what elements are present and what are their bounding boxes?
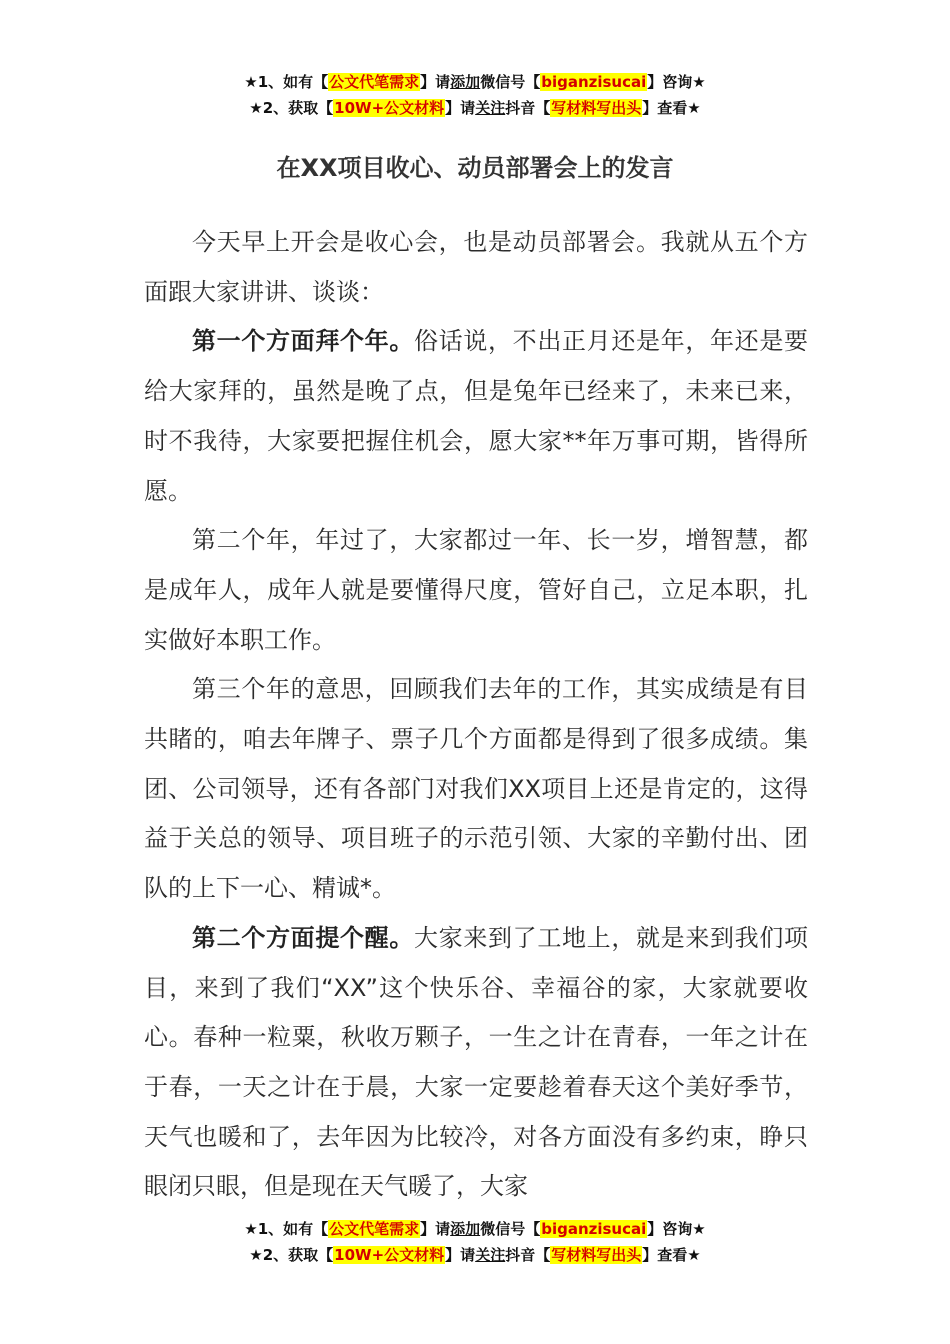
promo-text: 】请: [445, 1246, 476, 1264]
star-icon: ★: [692, 73, 706, 91]
promo-line-1: [0, 1216, 950, 1242]
paragraph-section-2: [144, 914, 808, 1212]
promo-text: 1、如有【: [257, 1220, 329, 1238]
wechat-id-highlight: biganzisucai: [541, 1220, 647, 1238]
promo-text: 微信号【: [480, 1220, 541, 1238]
promo-text: 2、获取【: [262, 1246, 334, 1264]
promo-text: 】请: [420, 1220, 451, 1238]
wechat-id-highlight: biganzisucai: [541, 73, 647, 91]
paragraph-text: 大家来到了工地上，就是来到我们项目，来到了我们“XX”这个快乐谷、幸福谷的家，大家就要收心。春种一粒粟，秋收万颗子，一生之计在青春，一年之计在于春，一天之计在于晨，大家一定要趁着春天这个美好季节，天气也暖和了，去年因为比较冷，对各方面没有多约束，睁只眼闭只眼，但是现在天气暖了，大家: [144, 923, 808, 1201]
promo-text: 】查看: [642, 99, 688, 117]
document-title: 在XX项目收心、动员部署会上的发言: [276, 154, 674, 182]
star-icon: ★: [687, 1246, 701, 1264]
star-icon: ★: [244, 1220, 258, 1238]
promo-highlight: 公文代笔需求: [329, 1220, 420, 1238]
paragraph-text: 第二个年，年过了，大家都过一年、长一岁，增智慧，都是成年人，成年人就是要懂得尺度，管好自己，立足本职，扎实做好本职工作。: [144, 526, 808, 654]
star-icon: ★: [687, 99, 701, 117]
promo-text: 1、如有【: [257, 73, 329, 91]
promo-underline: 添加: [450, 73, 481, 91]
paragraph-heading: 第二个方面提个醒。: [192, 923, 414, 952]
star-icon: ★: [249, 99, 263, 117]
paragraph-intro: [144, 218, 808, 317]
paragraph-second-year: [144, 516, 808, 665]
star-icon: ★: [249, 1246, 263, 1264]
promo-text: 抖音【: [505, 99, 551, 117]
promo-line-2: [0, 1242, 950, 1268]
promo-highlight: 公文代笔需求: [329, 73, 420, 91]
paragraph-text: 俗话说，不出正月还是年，年还是要给大家拜的，虽然是晚了点，但是兔年已经来了，未来已来，时不我待，大家要把握住机会，愿大家**年万事可期，皆得所愿。: [144, 327, 808, 505]
promo-underline: 关注: [475, 1246, 506, 1264]
paragraph-text: 第三个年的意思，回顾我们去年的工作，其实成绩是有目共睹的，咱去年牌子、票子几个方面都是得到了很多成绩。集团、公司领导，还有各部门对我们XX项目上还是肯定的，这得益于关总的领导、项目班子的示范引领、大家的辛勤付出、团队的上下一心、精诚*。: [144, 675, 808, 903]
promo-text: 】咨询: [647, 1220, 693, 1238]
promo-text: 】请: [420, 73, 451, 91]
paragraph-heading: 第一个方面拜个年。: [192, 327, 414, 356]
promo-line-2: [0, 95, 950, 121]
top-promo-banner: [0, 69, 950, 121]
bottom-promo-banner: [0, 1216, 950, 1268]
paragraph-text: 今天早上开会是收心会，也是动员部署会。我就从五个方面跟大家讲讲、谈谈：: [144, 228, 808, 306]
promo-highlight: 10W+公文材料: [334, 99, 445, 117]
promo-text: 微信号【: [480, 73, 541, 91]
promo-highlight: 10W+公文材料: [334, 1246, 445, 1264]
promo-text: 】请: [445, 99, 476, 117]
promo-text: 】咨询: [647, 73, 693, 91]
douyin-account-highlight: 写材料写出头: [551, 1246, 642, 1264]
promo-line-1: [0, 69, 950, 95]
star-icon: ★: [692, 1220, 706, 1238]
paragraph-third-year: [144, 665, 808, 914]
promo-underline: 添加: [450, 1220, 481, 1238]
paragraph-section-1: [144, 317, 808, 516]
star-icon: ★: [244, 73, 258, 91]
promo-text: 抖音【: [505, 1246, 551, 1264]
douyin-account-highlight: 写材料写出头: [551, 99, 642, 117]
promo-text: 】查看: [642, 1246, 688, 1264]
promo-underline: 关注: [475, 99, 506, 117]
document-body: [144, 218, 808, 1212]
promo-text: 2、获取【: [262, 99, 334, 117]
